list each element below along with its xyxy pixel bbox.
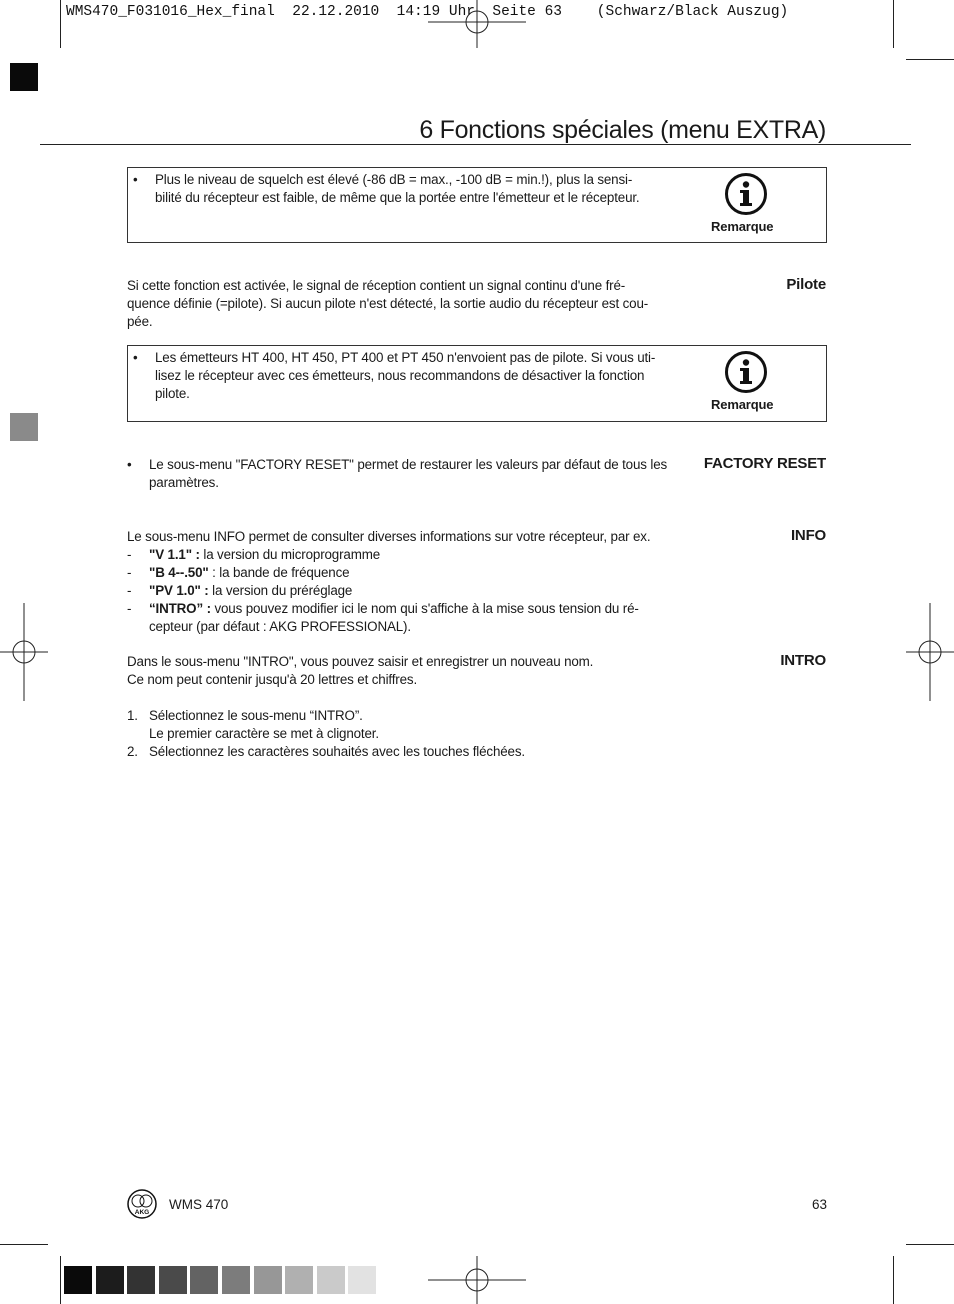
list-item [127,707,637,743]
text-line: Le premier caractère se met à clignoter. [149,726,379,741]
list-item [127,582,637,600]
crop-mark [0,1244,48,1245]
page-number: 63 [811,1197,827,1212]
item-text: : la bande de fréquence [208,565,350,580]
item-text: la version du préréglage [208,583,353,598]
note-text [155,171,645,207]
chapter-tab-gray [10,413,38,441]
title-rule [40,144,911,145]
strip-swatch [190,1266,218,1294]
registration-mark-top [428,0,526,48]
list-item [127,564,637,582]
factory-reset-paragraph [127,456,668,492]
dash: - [127,601,132,616]
note-box-pilot-transmitters [127,345,827,422]
registration-mark-left [0,603,48,701]
section-heading-info: INFO [790,527,826,544]
text-line: Sélectionnez le sous-menu “INTRO”. [149,708,363,723]
strip-swatch [96,1266,124,1294]
text-line: Sélectionnez les caractères souhaités avec les touches fléchées. [149,744,525,759]
step-number: 1. [127,708,138,723]
strip-swatch [127,1266,155,1294]
registration-mark-right [906,603,954,701]
note-box-squelch [127,167,827,243]
strip-swatch [317,1266,345,1294]
item-key: "B 4--.50" [149,565,209,580]
info-icon [725,351,767,393]
crop-mark [893,0,894,48]
text-line: bilité du récepteur est faible, de même que la portée entre l'émetteur et le récepteur. [155,190,640,205]
registration-mark-bottom [428,1256,526,1304]
item-text: la version du microprogramme [199,547,381,562]
crop-mark [906,59,954,60]
info-paragraph [127,528,651,636]
section-heading-intro: INTRO [780,652,826,669]
text-line: Le sous-menu "FACTORY RESET" permet de restaurer les valeurs par défaut de tous les [149,457,668,472]
strip-swatch [348,1266,376,1294]
item-text: vous pouvez modifier ici le nom qui s'affiche à la mise sous tension du ré- [210,601,639,616]
item-key: "V 1.1" : [149,547,200,562]
text-line: Ce nom peut contenir jusqu'à 20 lettres et chiffres. [127,672,418,687]
intro-paragraph [127,653,637,761]
text-line: paramètres. [149,475,219,490]
list-item [127,743,637,761]
bullet: • [133,172,138,187]
akg-logo [127,1189,157,1219]
section-heading-factory-reset: FACTORY RESET [703,455,826,472]
list-item [127,546,637,564]
strip-swatch [222,1266,250,1294]
step-number: 2. [127,744,138,759]
text-line: Dans le sous-menu "INTRO", vous pouvez saisir et enregistrer un nouveau nom. [127,654,594,669]
logo-text: AKG [134,1209,150,1216]
crop-mark [60,1256,61,1304]
text-line: quence définie (=pilote). Si aucun pilote n'est détecté, la sortie audio du récepteur est cou- [127,296,649,311]
chapter-tab-black [10,63,38,91]
dash: - [127,547,132,562]
dash: - [127,583,132,598]
text-line: cepteur (par défaut : AKG PROFESSIONAL). [149,619,411,634]
print-slug: WMS470_F031016_Hex_final 22.12.2010 14:19 Uhr Seite 63 (Schwarz/Black Auszug) [66,4,789,20]
page-title: 6 Fonctions spéciales (menu EXTRA) [419,116,826,144]
strip-swatch [64,1266,92,1294]
list-item [127,600,637,618]
crop-mark [893,1256,894,1304]
pilote-paragraph [127,277,649,331]
info-icon [725,173,767,215]
text-line: pée. [127,314,153,329]
note-label: Remarque [711,397,774,412]
note-text [155,349,656,403]
crop-mark [60,0,61,48]
item-key: "PV 1.0" : [149,583,209,598]
text-line: Les émetteurs HT 400, HT 450, PT 400 et PT 450 n'envoient pas de pilote. Si vous uti- [155,350,656,365]
section-heading-pilote: Pilote [786,276,826,293]
strip-swatch [159,1266,187,1294]
text-line: Si cette fonction est activée, le signal de réception contient un signal continu d'une fré- [127,278,626,293]
dash: - [127,565,132,580]
item-key: “INTRO” : [149,601,211,616]
footer-product: WMS 470 [169,1197,229,1212]
crop-mark [906,1244,954,1245]
text-line: Plus le niveau de squelch est élevé (-86 dB = max., -100 dB = min.!), plus la sensi- [155,172,633,187]
text-line: pilote. [155,386,190,401]
bullet: • [133,350,138,365]
bullet: • [127,457,132,472]
note-label: Remarque [711,219,774,234]
text-line: lisez le récepteur avec ces émetteurs, nous recommandons de désactiver la fonction [155,368,645,383]
strip-swatch [285,1266,313,1294]
text-line: Le sous-menu INFO permet de consulter diverses informations sur votre récepteur, par ex. [127,529,651,544]
strip-swatch [254,1266,282,1294]
